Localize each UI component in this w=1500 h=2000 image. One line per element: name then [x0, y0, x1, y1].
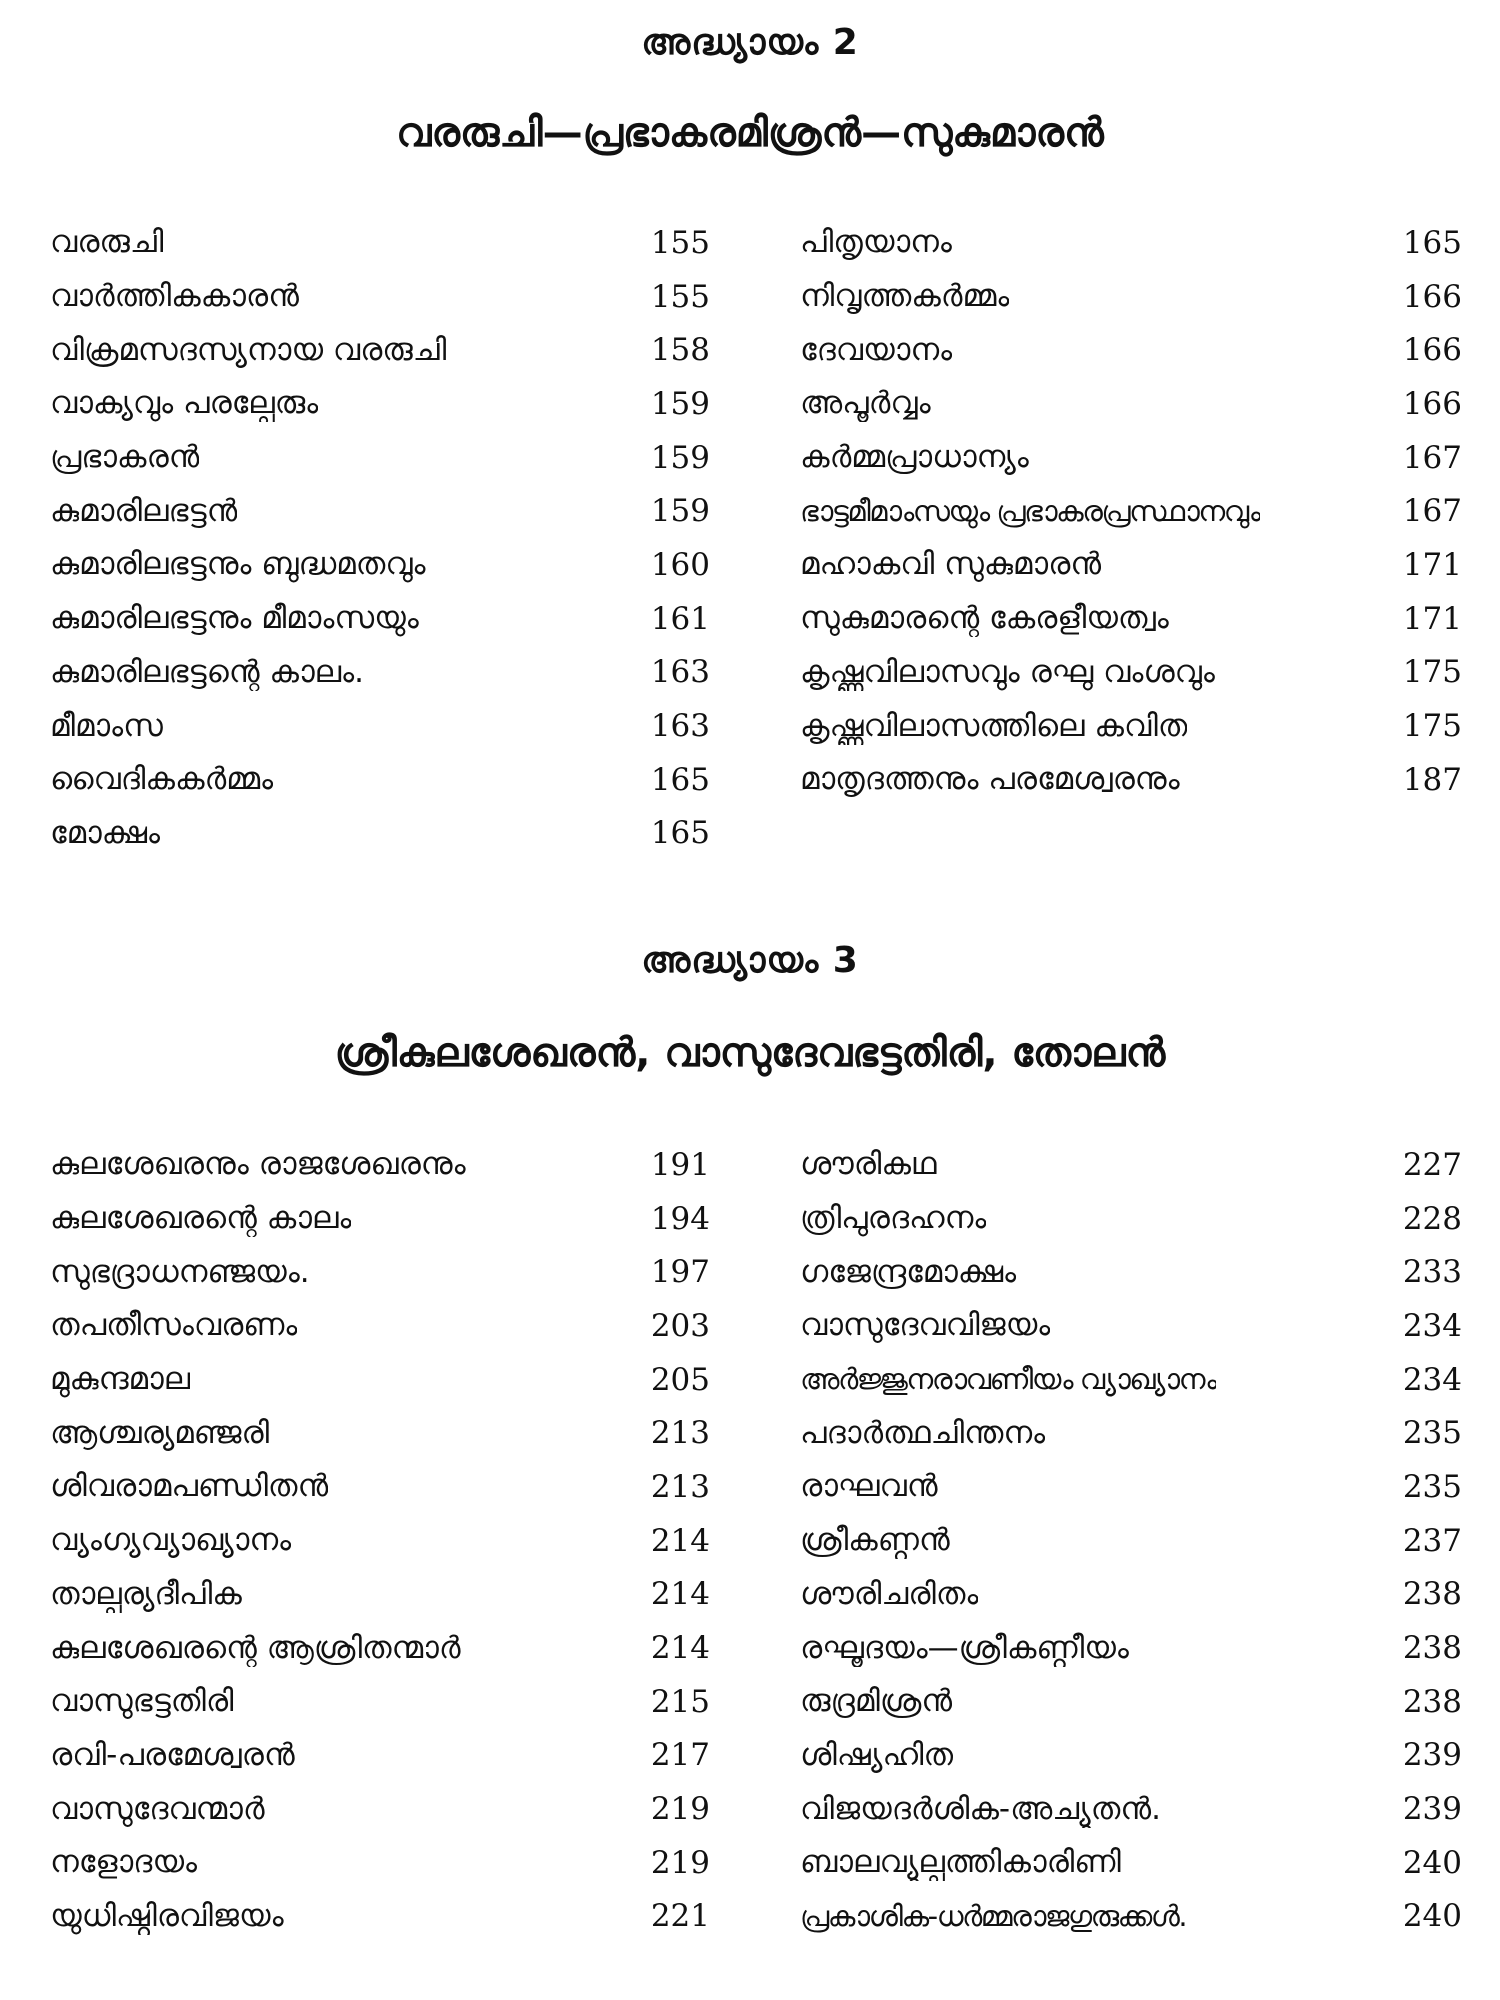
toc-entry: വിജയദർശിക-അച്യുതൻ. 239 — [800, 1790, 1462, 1828]
toc-entry: വൈദികകർമ്മം 165 — [50, 761, 710, 798]
toc-entry: കുലശേഖരന്റെ ആശ്രിതന്മാർ 214 — [50, 1629, 710, 1667]
toc-entry: വാക്യവും പരല്പേരും 159 — [50, 385, 710, 422]
toc-entry: കൃഷ്ണവിലാസവും രഘു വംശവും 175 — [800, 653, 1462, 691]
toc-entry: നിവൃത്തകർമ്മം 166 — [800, 278, 1462, 315]
toc-entry: സുഭദ്രാധനഞ്ജയം. 197 — [50, 1253, 710, 1291]
toc-entry: വിക്രമസദസ്യനായ വരരുചി 158 — [50, 331, 710, 369]
chapter-2-left-list — [50, 216, 710, 860]
toc-entry: കൃഷ്ണവിലാസത്തിലെ കവിത 175 — [800, 707, 1462, 745]
toc-entry: താല്പര്യദീപിക 214 — [50, 1575, 710, 1613]
toc-entry: മുകുന്ദമാല 205 — [50, 1361, 710, 1398]
toc-entry: യുധിഷ്ഠിരവിജയം 221 — [50, 1897, 710, 1935]
toc-entry: കർമ്മപ്രാധാന്യം 167 — [800, 439, 1462, 476]
toc-entry: കുമാരിലഭട്ടനും ബുദ്ധമതവും 160 — [50, 546, 710, 583]
toc-entry: കുമാരിലഭട്ടന്റെ കാലം. 163 — [50, 653, 710, 691]
toc-entry: മാതൃദത്തനും പരമേശ്വരനും 187 — [800, 761, 1462, 798]
toc-entry: വാസുദേവന്മാർ 219 — [50, 1790, 710, 1828]
toc-entry: ആശ്ചര്യമഞ്ജരി 213 — [50, 1414, 710, 1452]
toc-entry: മോക്ഷം 165 — [50, 814, 710, 852]
toc-entry: പ്രഭാകരൻ 159 — [50, 439, 710, 476]
toc-entry: രുദ്രമിശ്രൻ 238 — [800, 1683, 1462, 1720]
toc-entry: രാഘവൻ 235 — [800, 1468, 1462, 1505]
toc-entry: അപൂർവ്വം 166 — [800, 385, 1462, 422]
toc-entry: ശൗരികഥ 227 — [800, 1146, 1462, 1183]
toc-entry: തപതീസംവരണം 203 — [50, 1307, 710, 1344]
toc-entry: അർജ്ജുനരാവണീയം വ്യാഖ്യാനം 234 — [800, 1361, 1462, 1398]
toc-entry: വ്യംഗ്യവ്യാഖ്യാനം 214 — [50, 1522, 710, 1559]
toc-entry: വാസുഭട്ടതിരി 215 — [50, 1683, 710, 1720]
toc-entry: ശ്രീകണ്ഠൻ 237 — [800, 1522, 1462, 1559]
toc-entry: ബാലവ്യുല്പത്തികാരിണി 240 — [800, 1844, 1462, 1881]
toc-entry: പദാർത്ഥചിന്തനം 235 — [800, 1414, 1462, 1452]
chapter-2-heading: അദ്ധ്യായം 2 — [641, 22, 859, 63]
toc-entry: ഭാട്ടമീമാംസയും പ്രഭാകരപ്രസ്ഥാനവും 167 — [800, 493, 1462, 530]
chapter-3-right-list — [800, 1138, 1462, 1943]
toc-entry: വാർത്തികകാരൻ 155 — [50, 278, 710, 315]
toc-entry: കുലശേഖരനും രാജശേഖരനും 191 — [50, 1146, 710, 1183]
toc-entry: നളോദയം 219 — [50, 1844, 710, 1881]
chapter-2-right-list — [800, 216, 1462, 807]
toc-entry: ശിവരാമപണ്ഡിതൻ 213 — [50, 1468, 710, 1505]
chapter-2-title: വരരുചി—പ്രഭാകരമിശ്രൻ—സുകുമാരൻ — [396, 110, 1104, 156]
chapter-3-left-list — [50, 1138, 710, 1943]
toc-entry: പിതൃയാനം 165 — [800, 224, 1462, 261]
chapter-3-title: ശ്രീകുലശേഖരൻ, വാസുദേവഭട്ടതിരി, തോലൻ — [334, 1030, 1166, 1076]
toc-entry: രവി-പരമേശ്വരൻ 217 — [50, 1736, 710, 1774]
toc-entry: രഘൂദയം—ശ്രീകണ്ഠീയം 238 — [800, 1629, 1462, 1667]
toc-entry: വാസുദേവവിജയം 234 — [800, 1307, 1462, 1344]
toc-entry: ശിഷ്യഹിത 239 — [800, 1736, 1462, 1774]
toc-entry: വരരുചി 155 — [50, 224, 710, 261]
toc-entry: ഗജേന്ദ്രമോക്ഷം 233 — [800, 1253, 1462, 1291]
toc-entry: മീമാംസ 163 — [50, 707, 710, 745]
toc-entry: കുമാരിലഭട്ടൻ 159 — [50, 492, 710, 530]
toc-entry: മഹാകവി സുകുമാരൻ 171 — [800, 546, 1462, 583]
toc-entry: ദേവയാനം 166 — [800, 331, 1462, 369]
toc-entry: പ്രകാശിക-ധർമ്മരാജഗുരുക്കൾ. 240 — [800, 1898, 1462, 1935]
toc-entry: കുലശേഖരന്റെ കാലം 194 — [50, 1200, 710, 1237]
toc-entry: സുകുമാരന്റെ കേരളീയത്വം 171 — [800, 600, 1462, 637]
chapter-3-heading: അദ്ധ്യായം 3 — [641, 940, 859, 981]
toc-entry: കുമാരിലഭട്ടനും മീമാംസയും 161 — [50, 600, 710, 637]
toc-entry: ശൗരിചരിതം 238 — [800, 1575, 1462, 1613]
toc-entry: ത്രിപുരദഹനം 228 — [800, 1200, 1462, 1237]
